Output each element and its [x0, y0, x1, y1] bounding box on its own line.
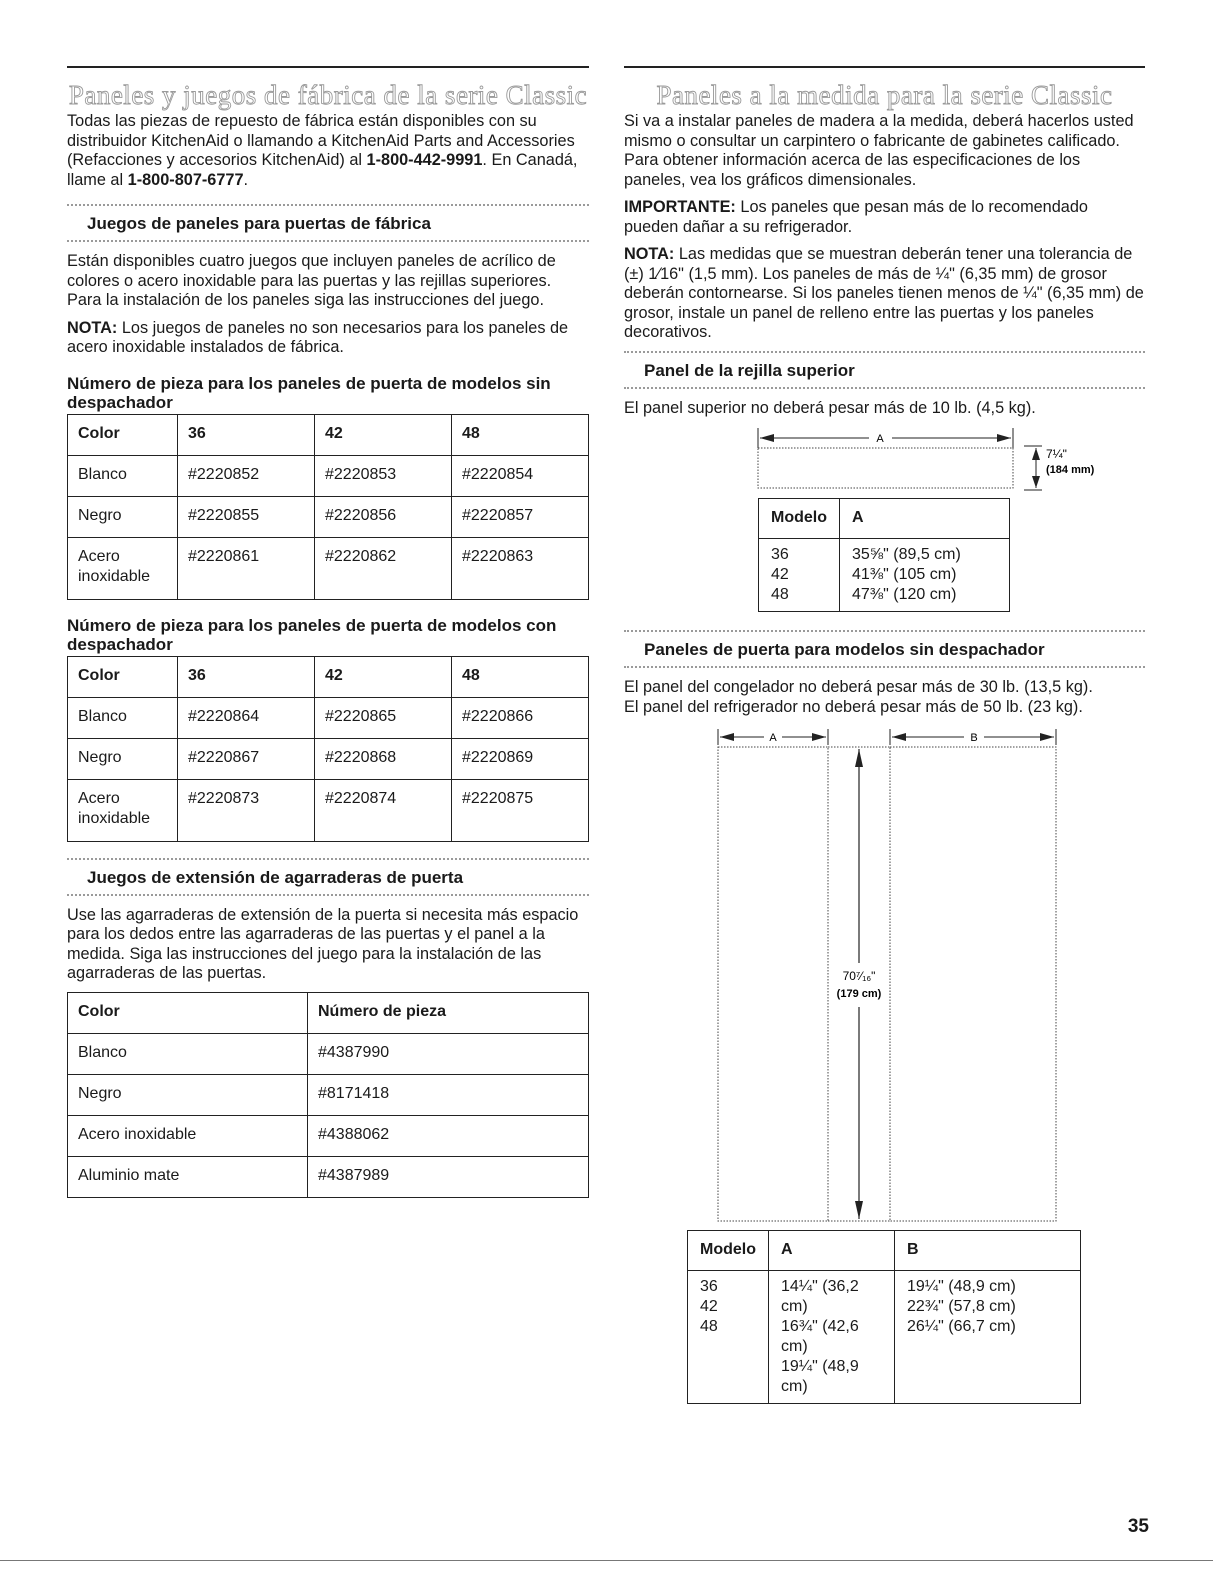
dimension-label-a: A: [769, 732, 777, 744]
table-row: [68, 1156, 589, 1197]
parts-table-no-dispenser: [67, 414, 589, 600]
height-inches-label: 70⁷⁄₁₆": [842, 969, 876, 983]
left-column: [67, 66, 589, 1198]
table-cell-a: 35⅝" (89,5 cm) 41⅜" (105 cm) 47⅜" (120 cm): [840, 539, 1010, 612]
height-mm-label: (184 mm): [1046, 464, 1095, 476]
table-header: Modelo: [759, 499, 840, 539]
table-row: [68, 1074, 589, 1115]
handle-parts-table: [67, 992, 589, 1198]
bottom-rule: [0, 1560, 1213, 1561]
arrowhead-icon: [1032, 448, 1040, 460]
table-cell: #4387989: [308, 1156, 589, 1197]
table-row: [759, 539, 1010, 612]
table-cell: Acero inoxidable: [68, 1115, 308, 1156]
table-cell: #2220865: [315, 697, 452, 738]
page-number: 35: [1127, 1516, 1149, 1537]
dimension-label-a: A: [876, 433, 884, 445]
arrowhead-icon: [1040, 733, 1054, 741]
grille-panel-outline: [758, 448, 1013, 488]
arrowhead-icon: [720, 733, 734, 741]
table-cell-b: 19¼" (48,9 cm) 22¾" (57,8 cm) 26¼" (66,7 cm): [895, 1271, 1081, 1404]
note-label: NOTA:: [624, 245, 675, 263]
table-header: Modelo: [688, 1231, 769, 1271]
table-cell: Blanco: [68, 1033, 308, 1074]
table-header: 42: [315, 656, 452, 697]
arrowhead-icon: [1032, 476, 1040, 488]
table-row: [68, 1115, 589, 1156]
divider: [624, 387, 1145, 389]
divider: [67, 240, 589, 242]
divider: [67, 894, 589, 896]
door-panels-diagram: [624, 725, 1145, 1230]
table-row: [68, 697, 589, 738]
table2-title: Número de pieza para los paneles de puerta de modelos con despachador: [67, 615, 557, 654]
table-row: [68, 1033, 589, 1074]
freezer-panel-outline: [718, 747, 828, 1221]
grille-dimensions-table: [758, 498, 1010, 612]
table-cell: #2220862: [315, 537, 452, 599]
kits-paragraph: Están disponibles cuatro juegos que incluyen paneles de acrílico de colores o acero inoxidable para las puertas y las rejillas superiores. Para la instalación de los paneles siga las instrucciones del juego.: [67, 252, 556, 309]
kits-note: [67, 319, 589, 358]
table-row: [68, 455, 589, 496]
table-header: B: [895, 1231, 1081, 1271]
table-cell: #4387990: [308, 1033, 589, 1074]
table-cell: #2220875: [452, 779, 589, 841]
door-heading: Paneles de puerta para modelos sin despachador: [644, 640, 1045, 659]
height-cm-label: (179 cm): [836, 988, 882, 1000]
table-row: [68, 537, 589, 599]
grille-paragraph: El panel superior no deberá pesar más de 10 lb. (4,5 kg).: [624, 398, 1036, 417]
table-cell: #2220853: [315, 455, 452, 496]
table-cell: #8171418: [308, 1074, 589, 1115]
phone-us: 1-800-442-9991: [366, 151, 483, 169]
table-cell: #2220855: [178, 496, 315, 537]
arrowhead-icon: [892, 733, 906, 741]
door-fridge-paragraph: El panel del refrigerador no deberá pesar más de 50 lb. (23 kg).: [624, 697, 1083, 716]
handle-paragraph: Use las agarraderas de extensión de la puerta si necesita más espacio para los dedos entre las agarraderas de las puertas y el panel a la medida. Siga las instrucciones del juego para la instalación de las agarraderas de las puertas.: [67, 905, 579, 982]
table-header: Número de pieza: [308, 992, 589, 1033]
table-cell-a: 14¼" (36,2 cm) 16¾" (42,6 cm) 19¼" (48,9 cm): [769, 1271, 895, 1404]
refrigerator-panel-outline: [890, 747, 1056, 1221]
table-cell: Negro: [68, 738, 178, 779]
door-freezer-paragraph: El panel del congelador no deberá pesar más de 30 lb. (13,5 kg).: [624, 678, 1093, 696]
intro-paragraph: [67, 112, 589, 190]
table-cell: #2220852: [178, 455, 315, 496]
table-cell: #2220856: [315, 496, 452, 537]
intro-end: .: [243, 170, 249, 189]
table-header: A: [840, 499, 1010, 539]
table-cell: #2220863: [452, 537, 589, 599]
table-cell: #2220866: [452, 697, 589, 738]
table-cell: #2220867: [178, 738, 315, 779]
table-header: 36: [178, 414, 315, 455]
table-cell: Aluminio mate: [68, 1156, 308, 1197]
table-header: 48: [452, 656, 589, 697]
table-header: Color: [68, 992, 308, 1033]
grille-heading: Panel de la rejilla superior: [644, 360, 855, 380]
dimension-label-b: B: [970, 732, 978, 744]
table-header: Color: [68, 414, 178, 455]
note-text: Los juegos de paneles no son necesarios para los paneles de acero inoxidable instalados de fábrica.: [67, 318, 569, 356]
table-cell: #2220864: [178, 697, 315, 738]
table-cell: #2220857: [452, 496, 589, 537]
intro-mid: . En Canadá, llame al: [67, 151, 578, 189]
table-cell: #2220854: [452, 455, 589, 496]
right-column: [624, 66, 1145, 1404]
handle-heading: Juegos de extensión de agarraderas de puerta: [87, 867, 464, 887]
arrowhead-icon: [855, 749, 863, 767]
table-header: A: [769, 1231, 895, 1271]
section-title-custom: Paneles a la medida para la serie Classic: [656, 80, 1113, 110]
table-cell: Blanco: [68, 697, 178, 738]
divider: [624, 666, 1145, 668]
grille-panel-diagram: [624, 426, 1145, 498]
table-cell: Negro: [68, 1074, 308, 1115]
arrowhead-icon: [812, 733, 826, 741]
table-row: [68, 738, 589, 779]
table-cell: Acero inoxidable: [68, 537, 178, 599]
table1-title: Número de pieza para los paneles de puerta de modelos sin despachador: [67, 373, 551, 412]
note-text: Las medidas que se muestran deberán tener una tolerancia de (±) 1⁄16" (1,5 mm). Los paneles de más de ¼" (6,35 mm) de grosor deberán contornearse. Si los paneles tienen menos de ¼" (6,35 mm) de grosor, instale un panel de relleno entre las puertas y los paneles decorativos.: [624, 245, 1144, 341]
table-cell: #2220869: [452, 738, 589, 779]
parts-table-with-dispenser: [67, 656, 589, 842]
table-cell: Acero inoxidable: [68, 779, 178, 841]
note-label: NOTA:: [67, 318, 118, 337]
custom-note-paragraph: [624, 245, 1145, 343]
table-cell: #2220873: [178, 779, 315, 841]
section-title-factory: Paneles y juegos de fábrica de la serie Classic: [68, 80, 588, 110]
table-cell: Blanco: [68, 455, 178, 496]
important-label: IMPORTANTE:: [624, 198, 736, 216]
important-text: Los paneles que pesan más de lo recomendado pueden dañar a su refrigerador.: [624, 198, 1088, 236]
table-header: 42: [315, 414, 452, 455]
table-cell-models: 36 42 48: [688, 1271, 769, 1404]
height-inches-label: 7¼": [1046, 447, 1067, 461]
phone-canada: 1-800-807-6777: [127, 170, 244, 189]
table-header: 36: [178, 656, 315, 697]
table-cell: #4388062: [308, 1115, 589, 1156]
table-header: 48: [452, 414, 589, 455]
table-row: [68, 779, 589, 841]
table-row: [688, 1271, 1081, 1404]
intro-text: Todas las piezas de repuesto de fábrica están disponibles con su distribuidor KitchenAid o llamando a KitchenAid Parts and Accessories (Refacciones y accesorios KitchenAid) al: [67, 112, 575, 169]
important-paragraph: [624, 198, 1145, 237]
table-cell: #2220861: [178, 537, 315, 599]
table-cell: #2220868: [315, 738, 452, 779]
table-cell-models: 36 42 48: [759, 539, 840, 612]
arrowhead-icon: [855, 1201, 863, 1219]
table-header: Color: [68, 656, 178, 697]
door-dimensions-table: [687, 1230, 1081, 1404]
custom-intro-paragraph: Si va a instalar paneles de madera a la medida, deberá hacerlos usted mismo o consultar un carpintero o fabricante de gabinetes calificado. Para obtener información acerca de las especificaciones de los paneles, vea los gráficos dimensionales.: [624, 112, 1134, 189]
table-cell: Negro: [68, 496, 178, 537]
arrowhead-icon: [760, 434, 774, 442]
kits-heading: Juegos de paneles para puertas de fábrica: [87, 214, 431, 233]
table-cell: #2220874: [315, 779, 452, 841]
arrowhead-icon: [997, 434, 1011, 442]
table-row: [68, 496, 589, 537]
